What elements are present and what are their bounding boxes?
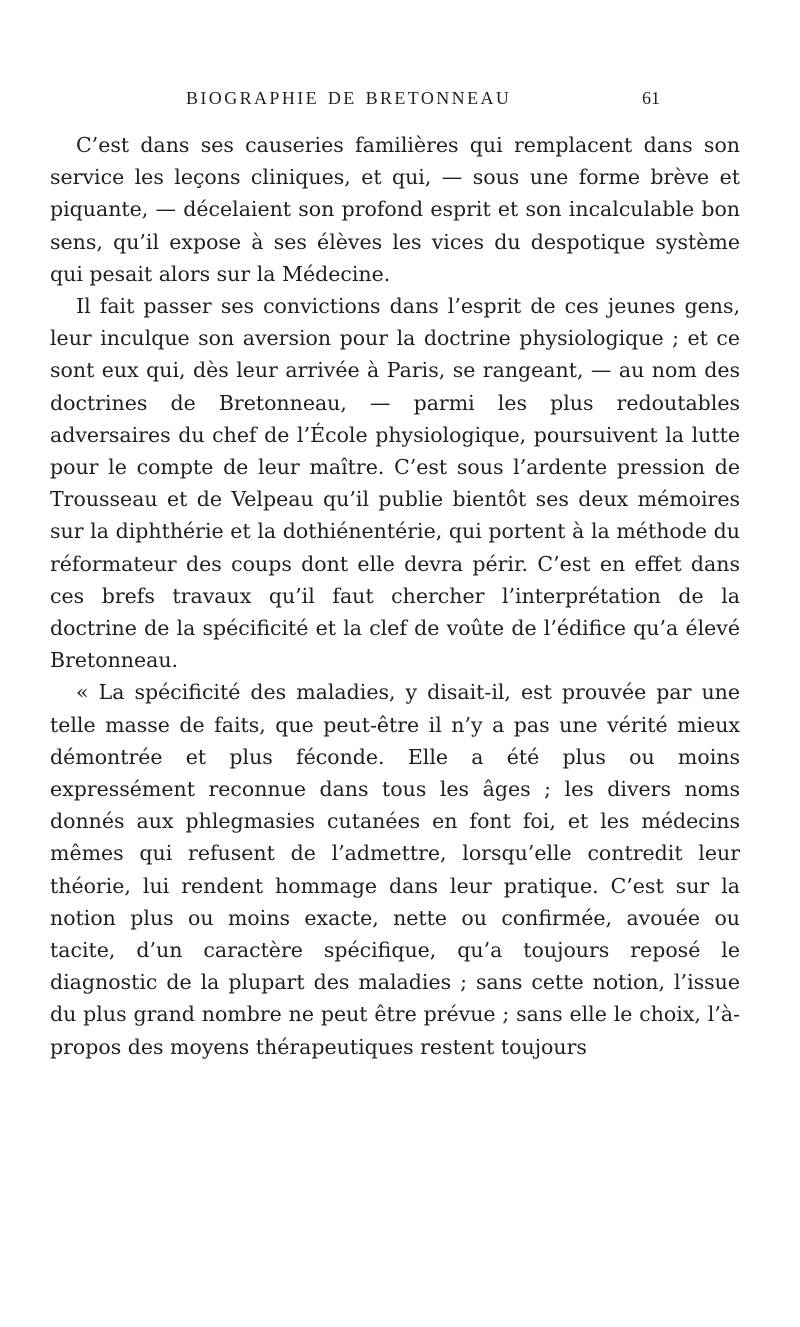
running-head	[140, 88, 670, 112]
paragraph: « La spécificité des maladies, y disait-il, est prouvée par une telle masse de faits, que peut-être il n’y a pas une vérité mieux démontrée et plus féconde. Elle a été plus ou moins expressément reconnue dans tous les âges ; les divers noms donnés aux phlegmasies cutanées en font foi, et les médecins mêmes qui refusent de l’admettre, lorsqu’elle contredit leur théorie, lui rendent hommage dans leur pratique. C’est sur la notion plus ou moins exacte, nette ou confirmée, avouée ou tacite, d’un caractère spécifique, qu’a toujours reposé le diagnostic de la plupart des maladies ; sans cette notion, l’issue du plus grand nombre ne peut être prévue ; sans elle le choix, l’à-propos des moyens thérapeutiques restent toujours	[50, 680, 740, 1059]
body-text	[50, 129, 740, 1063]
running-title: BIOGRAPHIE DE BRETONNEAU	[186, 88, 512, 108]
paragraph: C’est dans ses causeries familières qui remplacent dans son service les leçons cliniques, et qui, — sous une forme brève et piquante, — décelaient son profond esprit et son incalculable bon sens, qu’il expose à ses élèves les vices du despotique système qui pesait alors sur la Médecine.	[50, 133, 740, 286]
paragraph: Il fait passer ses convictions dans l’esprit de ces jeunes gens, leur inculque son aversion pour la doctrine physiologique ; et ce sont eux qui, dès leur arrivée à Paris, se rangeant, — au nom des doctrines de Bretonneau, — parmi les plus redoutables adversaires du chef de l’École physiologique, poursuivent la lutte pour le compte de leur maître. C’est sous l’ardente pression de Trousseau et de Velpeau qu’il publie bientôt ses deux mémoires sur la diphthérie et la dothiénentérie, qui portent à la méthode du réformateur des coups dont elle devra périr. C’est en effet dans ces brefs travaux qu’il faut chercher l’interprétation de la doctrine de la spécificité et la clef de voûte de l’édifice qu’a élevé Bretonneau.	[50, 294, 740, 673]
page-number: 61	[642, 88, 660, 108]
